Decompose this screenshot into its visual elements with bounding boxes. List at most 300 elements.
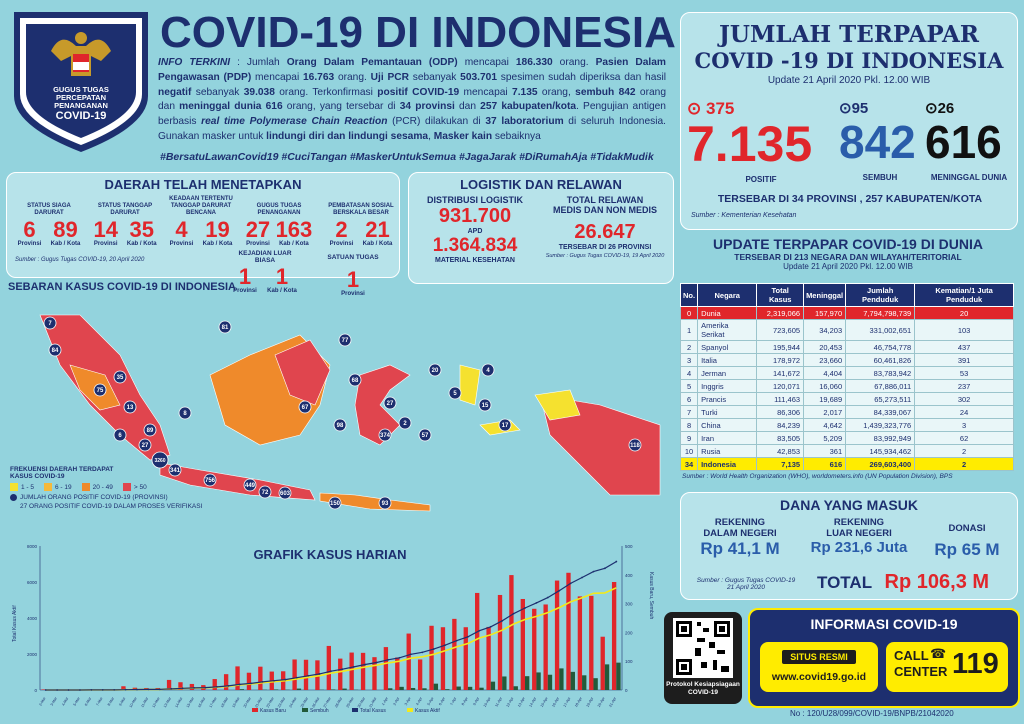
table-cell: Amerika Serikat [698, 320, 757, 341]
chart-point-total-kasus [399, 657, 401, 659]
chart-point-total-kasus [319, 673, 321, 675]
chart-x-tick: 11-Mar [140, 696, 150, 709]
chart-bar-sembuh [411, 688, 415, 690]
world-source: Sumber : World Health Organization (WHO), worldometers.info (UN Population Division), BPS [682, 473, 953, 480]
table-cell: 237 [915, 380, 1014, 393]
map-bubble-label: 67 [301, 405, 309, 411]
chart-left-tick: 6000 [26, 580, 37, 585]
map-bubble-label: 13 [126, 405, 134, 411]
chart-point-total-kasus [125, 689, 127, 691]
chart-x-tick: 18-Mar [220, 696, 230, 709]
chart-x-tick: 27-Mar [322, 696, 332, 709]
chart-bar-kasus-baru [224, 674, 228, 690]
map-bubble-label: 20 [431, 368, 439, 374]
chart-point-total-kasus [193, 687, 195, 689]
ln-value: Rp 231,6 Juta [810, 539, 908, 556]
chart-bar-sembuh [468, 687, 472, 690]
map-bubble-label: 3260 [154, 458, 166, 464]
chart-bar-kasus-baru [384, 647, 388, 690]
map-legend-item: > 50 [123, 484, 147, 491]
daerah-prov-count: 4 [175, 217, 188, 242]
chart-point-total-kasus [113, 689, 115, 691]
table-cell: 20 [915, 307, 1014, 320]
daerah-kab-count: 89 [53, 217, 78, 242]
material-label: MATERIAL KESEHATAN [435, 257, 515, 264]
map-legend-items [10, 483, 310, 491]
satgas-prov: 1 [346, 267, 360, 292]
chart-bar-kasus-baru [452, 619, 456, 690]
dn-label-2: DALAM NEGERI [703, 528, 777, 539]
daerah-prov-label: Provinsi [169, 241, 194, 247]
chart-bar-sembuh [457, 687, 461, 690]
table-cell: 5,209 [804, 432, 846, 445]
chart-x-tick: 13-Mar [162, 696, 173, 709]
table-cell: 7,135 [757, 458, 804, 471]
total-label: TOTAL [817, 573, 873, 592]
table-cell: 19,689 [804, 393, 846, 406]
table-cell: Spanyol [698, 341, 757, 354]
donasi-value: Rp 65 M [934, 540, 1000, 559]
table-cell: 269,603,400 [846, 458, 915, 471]
garuda-shield-icon [6, 6, 156, 156]
chart-bar-kasus-baru [338, 659, 342, 690]
chart-bar-kasus-baru [235, 666, 239, 690]
table-cell: 65,273,511 [846, 393, 915, 406]
distribusi-label: DISTRIBUSI LOGISTIK [426, 195, 523, 205]
world-title: UPDATE TERPAPAR COVID-19 DI DUNIA [713, 236, 983, 252]
chart-point-total-kasus [478, 630, 480, 632]
table-cell: 1,439,323,776 [846, 419, 915, 432]
chart-bar-kasus-baru [601, 637, 605, 690]
map-bubble-label: 81 [221, 325, 229, 331]
chart-point-total-kasus [444, 644, 446, 646]
call-number: 119 [952, 648, 999, 680]
map-bubble-label: 5 [453, 391, 457, 397]
chart-bar-kasus-baru [475, 593, 479, 690]
chart-point-total-kasus [56, 689, 58, 691]
chart-bar-kasus-baru [589, 596, 593, 690]
chart-bar-kasus-baru [361, 653, 365, 690]
map-bubble-label: 27 [141, 443, 149, 449]
table-cell: 60,461,826 [846, 354, 915, 367]
table-cell: 145,934,462 [846, 445, 915, 458]
daerah-kab-count: 19 [205, 217, 230, 242]
table-row [681, 380, 1014, 393]
chart-x-tick: 6-Mar [84, 696, 93, 707]
table-cell: 9 [681, 432, 698, 445]
table-cell: 62 [915, 432, 1014, 445]
positif-increase: 375 [705, 99, 735, 118]
situs-resmi-button[interactable] [760, 642, 878, 692]
table-cell: Indonesia [698, 458, 757, 471]
daerah-kab-label: Kab / Kota [202, 241, 233, 247]
table-row [681, 367, 1014, 380]
table-cell: 10 [681, 445, 698, 458]
chart-x-tick: 17-Apr [562, 696, 572, 708]
chart-x-tick: 20-Apr [596, 696, 606, 708]
daerah-prov-count: 27 [245, 217, 271, 242]
satgas-group [318, 254, 388, 297]
daerah-kab-count: 21 [365, 217, 390, 242]
daerah-group [325, 195, 397, 247]
dana-luar-negeri [799, 517, 919, 556]
chart-x-tick: 17-Mar [208, 696, 218, 709]
chart-bar-sembuh [571, 672, 575, 690]
chart-x-tick: 6-Apr [438, 696, 446, 707]
table-cell: 83,992,949 [846, 432, 915, 445]
map-bubble-label: 84 [51, 348, 59, 354]
chart-bar-sembuh [274, 689, 278, 690]
map-bubble-label: 449 [244, 483, 256, 489]
table-cell: 437 [915, 341, 1014, 354]
chart-bar-kasus-baru [441, 627, 445, 690]
map-legend-item: 1 - 5 [10, 484, 34, 491]
chart-x-tick: 19-Apr [585, 696, 595, 708]
up-arrow-icon: ⊙ [839, 100, 852, 117]
chart-bar-kasus-baru [247, 673, 251, 690]
chart-point-total-kasus [296, 677, 298, 679]
table-cell: 616 [804, 458, 846, 471]
sembuh-block [839, 99, 921, 182]
daerah-kab-label: Kab / Kota [50, 241, 81, 247]
table-cell: 2 [681, 341, 698, 354]
chart-x-tick: 8-Mar [106, 696, 116, 707]
map-legend-item: 20 - 49 [82, 484, 113, 491]
map-legend-item: 6 - 19 [44, 484, 72, 491]
chart-bar-sembuh [342, 689, 346, 690]
table-cell: 331,002,651 [846, 320, 915, 341]
chart-right-tick: 500 [625, 544, 633, 549]
chart-point-total-kasus [182, 687, 184, 689]
chart-point-total-kasus [227, 685, 229, 687]
chart-legend-swatch [252, 708, 258, 712]
chart-x-tick: 3-Apr [403, 696, 412, 707]
klb-prov-label: Provinsi [233, 288, 257, 294]
sembuh-value: 842 [839, 116, 916, 168]
jumlah-panel [680, 12, 1018, 230]
table-cell: 42,853 [757, 445, 804, 458]
table-cell: 67,886,011 [846, 380, 915, 393]
map-bubble-label: 341 [169, 468, 181, 474]
chart-bar-kasus-baru [304, 660, 308, 690]
table-row [681, 458, 1014, 471]
table-cell: 391 [915, 354, 1014, 367]
chart-x-tick: 22-Mar [265, 696, 275, 709]
chart-bar-sembuh [491, 682, 495, 690]
hashtags: #BersatuLawanCovid19 #CuciTangan #MaskerUntukSemua #JagaJarak #DiRumahAja #TidakMudik [160, 151, 654, 163]
chart-point-total-kasus [79, 689, 81, 691]
chart-bar-kasus-baru [407, 634, 411, 690]
logo-emblem [6, 6, 156, 156]
meninggal-value: 616 [925, 116, 1002, 168]
table-cell: 84,339,067 [846, 406, 915, 419]
daerah-group [89, 195, 161, 247]
chart-point-total-kasus [467, 636, 469, 638]
table-row [681, 445, 1014, 458]
map-papua-west [535, 390, 580, 420]
apd-value: 931.700 [438, 205, 512, 227]
chart-x-tick: 10-Mar [128, 696, 138, 709]
daerah-kab-count: 35 [129, 217, 154, 242]
chart-bar-kasus-baru [190, 684, 194, 690]
chart-bar-sembuh [559, 668, 563, 690]
daerah-group [165, 195, 237, 247]
table-cell: 2,017 [804, 406, 846, 419]
intro-text: INFO TERKINI : Jumlah Orang Dalam Pemantauan (ODP) mencapai 186.330 orang. Pasien Dalam Pengawasan (PDP) mencapai 16.763 orang. Uji PCR sebanyak 503.701 spesimen sudah diperiksa dan hasil negatif sebanyak 39.038 orang. Terkonfirmasi positif COVID-19 mencapai 7.135 orang, sembuh 842 orang dan meninggal dunia 616 orang, yang tersebar di 34 provinsi dan 257 kabupaten/kota. Pengujian antigen berbasis real time Polymerase Chain Reaction (PCR) dilakukan di 37 laboratorium di seluruh Indonesia. Gunakan masker untuk lindungi diri dan lindungi sesama, Masker kain sebaiknya [158, 57, 666, 142]
chart-point-total-kasus [102, 689, 104, 691]
donasi-label: DONASI [948, 523, 986, 534]
call-label-1: CALL [894, 648, 929, 663]
table-cell: Jerman [698, 367, 757, 380]
table-cell: 195,944 [757, 341, 804, 354]
map-bubble-label: 15 [481, 403, 489, 409]
chart-point-total-kasus [558, 590, 560, 592]
table-cell: 3 [681, 354, 698, 367]
map-bubble-label: 8 [183, 411, 187, 417]
table-cell: 3 [915, 419, 1014, 432]
table-cell: 2 [915, 445, 1014, 458]
chart-x-tick: 19-Mar [231, 696, 241, 709]
table-header: Kematian/1 Juta Penduduk [915, 284, 1014, 307]
chart-x-tick: 21-Apr [608, 696, 618, 708]
meninggal-block [925, 99, 1013, 182]
chart-point-total-kasus [593, 571, 595, 573]
chart-bar-sembuh [548, 675, 552, 690]
chart-point-total-kasus [68, 689, 70, 691]
chart-point-total-kasus [90, 689, 92, 691]
positif-block [687, 99, 835, 184]
map-bubble-label: 75 [96, 388, 104, 394]
daerah-prov-label: Provinsi [246, 241, 270, 247]
chart-x-tick: 28-Mar [334, 696, 344, 709]
call-label-2: CENTER [894, 664, 948, 679]
map-bubble-label: 17 [501, 423, 509, 429]
dn-value: Rp 41,1 M [700, 539, 780, 558]
dana-source [691, 577, 801, 591]
chart-ylabel-right: Kasus Baru, Sembuh [648, 572, 654, 620]
chart-x-tick: 20-Mar [242, 696, 252, 709]
klb-label: KEJADIAN LUAR BIASA [238, 250, 292, 264]
chart-left-tick: 8000 [26, 544, 37, 549]
chart-legend-label: Sembuh [310, 708, 329, 714]
table-row [681, 354, 1014, 367]
table-cell: 83,505 [757, 432, 804, 445]
chart-bar-sembuh [331, 689, 335, 690]
dana-panel [680, 492, 1018, 600]
chart-x-tick: 7-Mar [95, 696, 104, 707]
map-bubble-label: 4 [486, 368, 490, 374]
chart-x-tick: 16-Apr [551, 696, 561, 708]
table-cell: 4 [681, 367, 698, 380]
material-value: 1.364.834 [432, 235, 518, 256]
chart-x-tick: 16-Mar [197, 696, 207, 709]
daily-chart [2, 532, 662, 722]
chart-point-total-kasus [410, 653, 412, 655]
chart-bar-sembuh [502, 676, 506, 690]
relawan-sub: TERSEBAR DI 26 PROVINSI [558, 244, 652, 251]
chart-x-tick: 30-Mar [356, 696, 367, 709]
table-cell: 53 [915, 367, 1014, 380]
chart-point-total-kasus [536, 602, 538, 604]
daerah-prov-label: Provinsi [17, 241, 42, 247]
dn-label-1: REKENING [714, 517, 766, 528]
total-value: Rp 106,3 M [884, 571, 990, 593]
map-note-1: JUMLAH ORANG POSITIF COVID-19 (PROVINSI) [20, 494, 168, 502]
chart-point-total-kasus [604, 567, 606, 569]
chart-x-tick: 13-Apr [517, 696, 526, 708]
chart-bar-sembuh [434, 684, 438, 690]
table-cell: 46,754,778 [846, 341, 915, 354]
table-cell: 84,239 [757, 419, 804, 432]
daerah-kab-count: 163 [275, 217, 313, 242]
table-cell: 2,319,066 [757, 307, 804, 320]
qr-label: Protokol Kesiapsiagaan COVID-19 [666, 681, 740, 696]
daerah-source: Sumber : Gugus Tugas COVID-19, 20 April 2020 [15, 257, 145, 263]
chart-bar-kasus-baru [327, 646, 331, 690]
chart-point-total-kasus [501, 620, 503, 622]
jumlah-source: Sumber : Kementerian Kesehatan [691, 212, 797, 219]
chart-point-total-kasus [239, 684, 241, 686]
chart-point-total-kasus [205, 687, 207, 689]
table-cell: Dunia [698, 307, 757, 320]
map-legend [10, 466, 310, 510]
chart-point-total-kasus [216, 686, 218, 688]
chart-right-tick: 300 [625, 601, 633, 607]
footer-code: No : 120/U28/099/COVID-19/BNPB/21042020 [790, 709, 954, 718]
table-header: Total Kasus [757, 284, 804, 307]
map-maluku [460, 365, 480, 405]
chart-bar-kasus-baru [349, 653, 353, 690]
table-cell: 34 [681, 458, 698, 471]
chart-legend-swatch [352, 708, 358, 712]
table-cell: Italia [698, 354, 757, 367]
chart-bar-kasus-baru [532, 609, 536, 690]
chart-x-tick: 5-Apr [426, 696, 435, 707]
daerah-group-label: KEADAAN TERTENTU TANGGAP DARURAT BENCANA [169, 196, 233, 216]
chart-bar-sembuh [525, 676, 529, 690]
map-bubble-label: 68 [351, 378, 359, 384]
distribusi-block [413, 195, 537, 264]
spread-text: TERSEBAR DI 34 PROVINSI , 257 KABUPATEN/KOTA [717, 193, 983, 205]
map-note-2: 27 ORANG POSITIF COVID-19 DALAM PROSES VERIFIKASI [20, 503, 203, 511]
daerah-kab-label: Kab / Kota [126, 241, 157, 247]
chart-bar-sembuh [479, 688, 483, 690]
map-bubble-label: 72 [261, 490, 269, 496]
table-row [681, 393, 1014, 406]
chart-x-tick: 4-Mar [61, 696, 70, 707]
relawan-value: 26.647 [574, 221, 636, 243]
chart-right-tick: 100 [625, 659, 633, 665]
dana-donasi [921, 517, 1013, 560]
daerah-prov-label: Provinsi [93, 241, 118, 247]
chart-x-tick: 4-Apr [415, 696, 424, 707]
chart-point-total-kasus [376, 662, 378, 664]
table-cell: 23,660 [804, 354, 846, 367]
chart-bar-kasus-baru [521, 599, 525, 690]
call-center-button[interactable] [886, 642, 1008, 692]
map-bubble-label: 98 [336, 423, 344, 429]
chart-point-total-kasus [387, 659, 389, 661]
situs-url[interactable]: www.covid19.go.id [771, 671, 867, 683]
chart-point-total-kasus [284, 679, 286, 681]
meninggal-label: MENINGGAL DUNIA [930, 173, 1008, 182]
chart-left-tick: 4000 [26, 616, 37, 621]
dana-source-2: 21 April 2020 [726, 584, 766, 591]
sembuh-increase: 95 [851, 100, 869, 117]
table-cell: 0 [681, 307, 698, 320]
logo-line-1: GUGUS TUGAS [53, 85, 109, 94]
jumlah-update: Update 21 April 2020 Pkl. 12.00 WIB [767, 75, 931, 86]
table-cell: 5 [681, 380, 698, 393]
apd-label: APD [467, 228, 483, 235]
chart-legend-label: Kasus Baru [260, 708, 286, 714]
map-bubble-label: 150 [329, 501, 341, 507]
table-header: No. [681, 284, 698, 307]
table-cell: 111,463 [757, 393, 804, 406]
table-cell: 34,203 [804, 320, 846, 341]
map-bubble-label: 6 [118, 433, 122, 439]
world-update: Update 21 April 2020 Pkl. 12.00 WIB [783, 262, 913, 271]
chart-x-tick: 11-Apr [494, 696, 504, 708]
logo-line-3: PENANGANAN [54, 101, 108, 110]
chart-x-tick: 10-Apr [482, 696, 492, 708]
chart-x-tick: 26-Mar [311, 696, 321, 709]
table-cell: 4,404 [804, 367, 846, 380]
chart-bar-sembuh [582, 675, 586, 690]
ln-label-2: LUAR NEGERI [826, 528, 892, 539]
chart-bar-kasus-baru [566, 573, 570, 690]
table-row [681, 307, 1014, 320]
chart-left-tick: 2000 [26, 652, 37, 657]
daerah-prov-label: Provinsi [329, 241, 354, 247]
table-cell: 20,453 [804, 341, 846, 354]
table-row [681, 419, 1014, 432]
table-cell: Prancis [698, 393, 757, 406]
daerah-group [13, 195, 85, 247]
logo-line-2: PERCEPATAN [55, 93, 106, 102]
table-cell: 178,972 [757, 354, 804, 367]
chart-left-tick: 0 [34, 688, 37, 693]
chart-title: GRAFIK KASUS HARIAN [253, 547, 407, 562]
dana-dalam-negeri [685, 517, 795, 559]
daerah-prov-count: 2 [335, 217, 348, 242]
chart-ylabel-left: Total Kasus Aktif [12, 605, 18, 642]
chart-x-tick: 24-Mar [288, 696, 298, 709]
chart-x-tick: 29-Mar [345, 696, 355, 709]
chart-bar-sembuh [605, 664, 609, 690]
up-arrow-icon: ⊙ [925, 100, 938, 117]
table-row [681, 432, 1014, 445]
chart-bar-sembuh [445, 689, 449, 690]
chart-bar-kasus-baru [555, 581, 559, 690]
chart-point-total-kasus [342, 668, 344, 670]
table-cell: Iran [698, 432, 757, 445]
chart-bar-kasus-baru [213, 679, 217, 690]
map-bubble-label: 57 [421, 433, 429, 439]
table-header: Negara [698, 284, 757, 307]
satgas-prov-label: Provinsi [341, 291, 365, 297]
qr-code-icon [673, 618, 733, 678]
map-bubble-label: 77 [341, 338, 349, 344]
map-title: SEBARAN KASUS COVID-19 DI INDONESIA [8, 281, 236, 293]
table-cell: 302 [915, 393, 1014, 406]
table-cell: 8 [681, 419, 698, 432]
chart-bar-sembuh [514, 686, 518, 690]
jumlah-title-1: JUMLAH TERPAPAR [719, 21, 979, 48]
qr-block[interactable] [664, 612, 742, 704]
chart-x-tick: 1-Apr [381, 696, 389, 707]
chart-x-tick: 12-Apr [505, 696, 515, 708]
